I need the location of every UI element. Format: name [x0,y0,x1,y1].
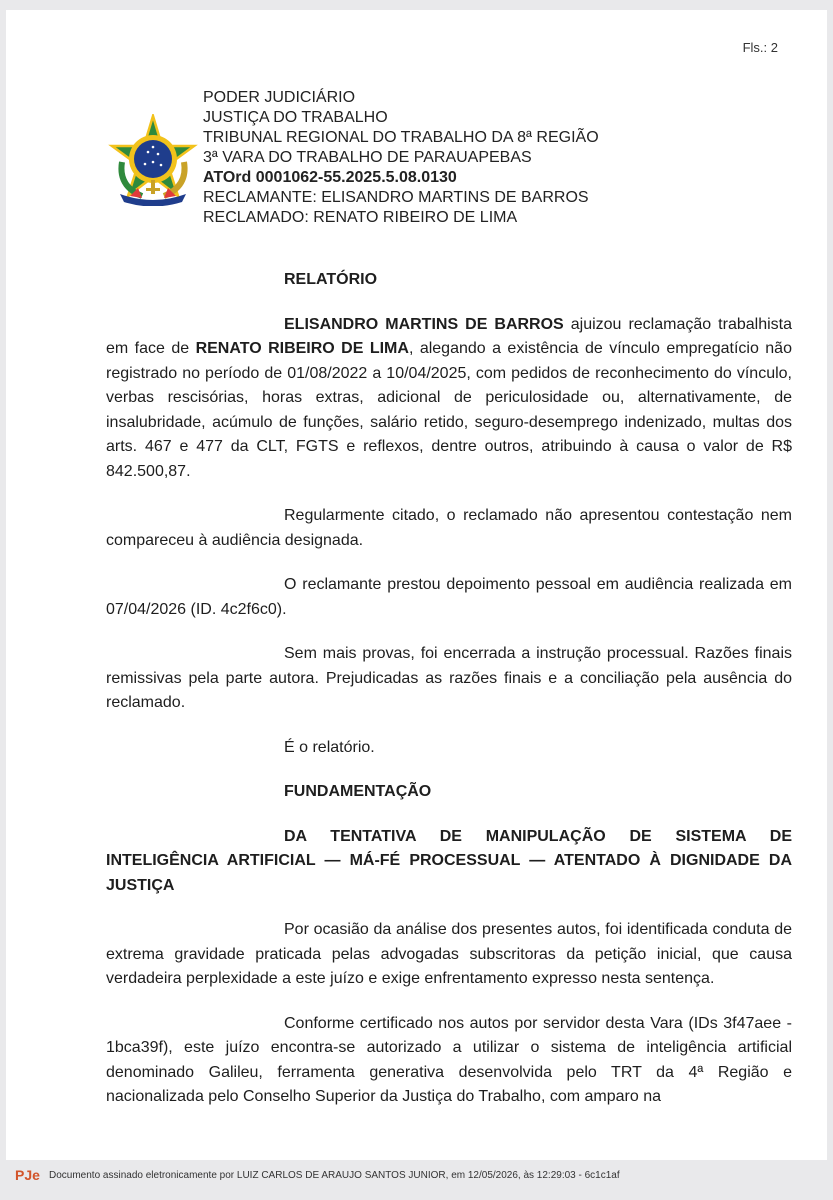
document-page [6,10,827,1160]
paragraph-analise: Por ocasião da análise dos presentes autos, foi identificada conduta de extrema gravidade praticada pelas advogadas subscritoras da petição inicial, que causa verdadeira perplexidade a este juízo e exige enfrentamento expresso nesta sentença. [106,921,792,987]
pje-logo [15,1166,45,1184]
claimant-name: ELISANDRO MARTINS DE BARROS [284,315,564,333]
section-title: DA TENTATIVA DE MANIPULAÇÃO DE SISTEMA DE INTELIGÊNCIA ARTIFICIAL — MÁ-FÉ PROCESSUAL — ATENTADO À DIGNIDADE DA JUSTIÇA [106,827,792,894]
court-header [203,88,599,228]
paragraph-text: , alegando a existência de vínculo empregatício não registrado no período de 01/08/2022 a 10/04/2025, com pedidos de reconhecimento do vínculo, verbas rescisórias, horas extras, adicional de periculosidade ou, alternativamente, de insalubridade, acúmulo de funções, salário retido, seguro-desemprego indenizado, multas dos arts. 467 e 477 da CLT, FGTS e reflexos, dentre outros, atribuindo à causa o valor de R$ 842.500,87. [106,340,792,480]
header-line-poder: PODER JUDICIÁRIO [203,89,356,106]
paragraph-instrucao: Sem mais provas, foi encerrada a instrução processual. Razões finais remissivas pela parte autora. Prejudicadas as razões finais e a conciliação pela ausência do reclamado. [106,645,792,711]
relatorio-heading: RELATÓRIO [284,271,378,288]
header-line-tribunal: TRIBUNAL REGIONAL DO TRABALHO DA 8ª REGIÃO [203,129,599,146]
header-line-justica: JUSTIÇA DO TRABALHO [203,109,388,126]
defendant-name: RENATO RIBEIRO DE LIMA [195,340,409,357]
signature-footer [15,1166,620,1184]
document-body [106,268,792,1110]
brazil-coat-of-arms-icon [108,114,198,206]
paragraph-galileu: Conforme certificado nos autos por servidor desta Vara (IDs 3f47aee - 1bca39f), este juízo encontra-se autorizado a utilizar o sistema de inteligência artificial denominado Galileu, ferramenta generativa desenvolvida pelo TRT da 4ª Região e nacionalizada pelo Conselho Superior da Justiça do Trabalho, com amparo na [106,1014,792,1105]
svg-text:PJe: PJe [15,1167,40,1183]
paragraph-text: ajuizou reclamação trabalhista em face de [106,315,792,357]
header-line-vara: 3ª VARA DO TRABALHO DE PARAUAPEBAS [203,149,532,166]
paragraph-citacao: Regularmente citado, o reclamado não apresentou contestação nem compareceu à audiência designada. [106,507,792,549]
paragraph-relatorio [106,313,792,485]
page-number: Fls.: 2 [742,40,778,55]
paragraph-depoimento: O reclamante prestou depoimento pessoal em audiência realizada em 07/04/2026 (ID. 4c2f6c0). [106,576,792,618]
reclamado-line: RECLAMADO: RENATO RIBEIRO DE LIMA [203,209,518,226]
signature-text: Documento assinado eletronicamente por LUIZ CARLOS DE ARAUJO SANTOS JUNIOR, em 12/05/2026, às 12:29:03 - 6c1c1af [49,1169,620,1181]
process-number: ATOrd 0001062-55.2025.5.08.0130 [203,169,457,186]
paragraph-relatorio-end: É o relatório. [284,738,375,756]
reclamante-line: RECLAMANTE: ELISANDRO MARTINS DE BARROS [203,189,589,206]
fundamentacao-heading: FUNDAMENTAÇÃO [284,783,432,800]
